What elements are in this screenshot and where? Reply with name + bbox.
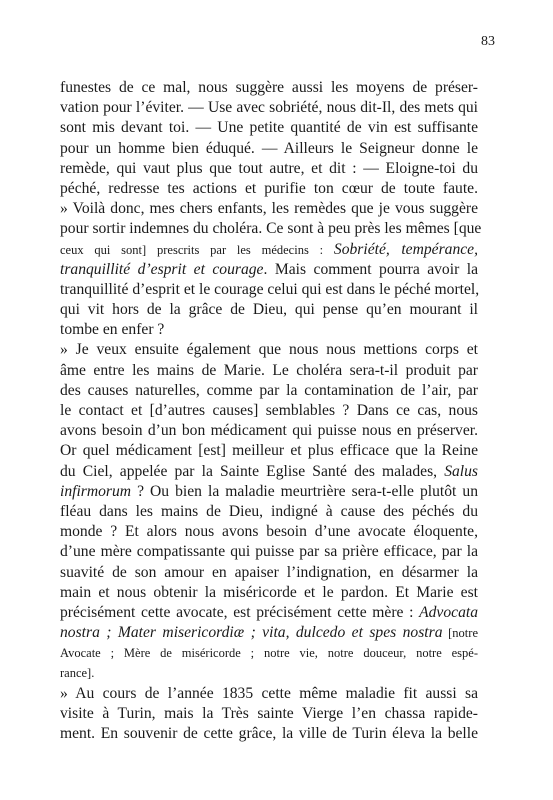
text-line: nostra ; Mater misericordiæ ; vita, dulcedo et spes nostra [notre [60, 624, 478, 642]
text-line: » Je veux ensuite également que nous nous mettions corps et [60, 341, 478, 359]
text-line: main et nous obtenir la miséricorde et le pardon. Et Marie est [60, 583, 478, 601]
page-text [60, 78, 482, 744]
page-number: 83 [481, 34, 495, 49]
text-line: Or quel médicament [est] meilleur et plus efficace que la Reine [60, 442, 478, 460]
text-line: des causes naturelles, comme par la contamination de l’air, par [60, 381, 478, 399]
text-line: remède, qui vaut plus que tout autre, et dit : — Eloigne-toi du [60, 159, 478, 177]
text-line: le contact et [d’autres causes] semblables ? Dans ce cas, nous [60, 402, 478, 419]
text-line: ment. En souvenir de cette grâce, la ville de Turin éleva la belle [60, 725, 478, 742]
text-line: péché, redresse tes actions et purifie ton cœur de toute faute. [60, 179, 478, 197]
text-line: ceux qui sont] prescrits par les médecins : Sobriété, tempérance, [60, 240, 478, 258]
text-line: qui vit hors de la grâce de Dieu, qui pense qu’en mourant il [60, 301, 478, 319]
text-line: » Au cours de l’année 1835 cette même maladie fit aussi sa [60, 684, 478, 702]
text-line: Avocate ; Mère de miséricorde ; notre vie, notre douceur, notre espé- [60, 646, 478, 661]
text-line: tombe en enfer ? [60, 321, 165, 339]
text-line: précisément cette avocate, est précisément cette mère : Advocata [60, 603, 478, 621]
text-line: funestes de ce mal, nous suggère aussi les moyens de préser- [60, 79, 478, 96]
text-line: pour sortir indemnes du choléra. Ce sont à peu près les mêmes [que [60, 220, 482, 238]
text-line: visite à Turin, mais la Très sainte Vierge l’en chassa rapide- [60, 704, 478, 722]
text-line: vation pour l’éviter. — Use avec sobriété, nous dit-Il, des mets qui [60, 99, 478, 117]
text-line: tranquillité d’esprit et courage. Mais comment pourra avoir la [60, 260, 478, 278]
text-line: âme entre les mains de Marie. Le choléra sera-t-il produit par [60, 361, 478, 379]
text-line: sont mis devant toi. — Une petite quantité de vin est suffisante [60, 119, 478, 137]
text-line: infirmorum ? Ou bien la maladie meurtrière sera-t-elle plutôt un [60, 482, 478, 500]
text-line: tranquillité d’esprit et le courage celui qui est dans le péché mortel, [60, 280, 480, 298]
text-line: du Ciel, appelée par la Sainte Eglise Santé des malades, Salus [60, 462, 478, 480]
text-line: d’une mère compatissante qui puisse par sa prière efficace, par la [60, 543, 478, 561]
text-line: pour un homme bien éduqué. — Ailleurs le Seigneur donne le [60, 139, 478, 157]
text-line: rance]. [60, 666, 95, 681]
text-line: suavité de son amour en apaiser l’indignation, en désarmer la [60, 563, 478, 581]
text-line: monde ? Et alors nous avons besoin d’une avocate éloquente, [60, 523, 478, 541]
text-line: » Voilà donc, mes chers enfants, les remèdes que je vous suggère [60, 200, 478, 218]
text-line: fléau dans les mains de Dieu, indigné à cause des péchés du [60, 502, 478, 520]
text-line: avons besoin d’un bon médicament qui puisse nous en préserver. [60, 422, 478, 440]
